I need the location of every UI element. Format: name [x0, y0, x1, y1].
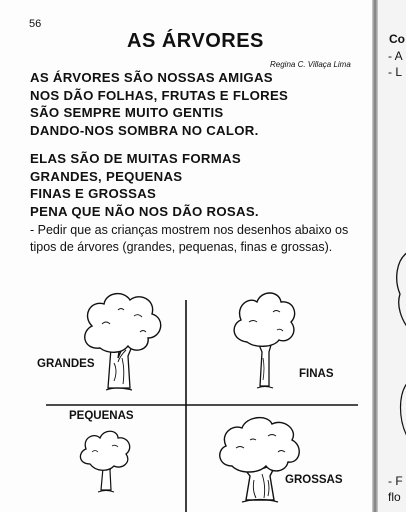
small-tree-drawing [74, 424, 138, 496]
tree-illustration-grid [37, 296, 360, 512]
verse-line: DANDO-NOS SOMBRA NO CALOR. [30, 122, 259, 138]
page-title: AS ÁRVORES [127, 30, 264, 52]
verse-line: NOS DÃO FOLHAS, FRUTAS E FLORES [30, 87, 289, 103]
right-page-text: - A [388, 49, 403, 63]
big-tree-drawing [78, 288, 168, 400]
verse-line: PENA QUE NÃO NOS DÃO ROSAS. [30, 203, 259, 219]
stanza-2 [30, 150, 259, 220]
label-grandes: GRANDES [37, 358, 95, 370]
right-page-drawing-fragment [394, 250, 406, 330]
verse-line: FINAS E GROSSAS [30, 186, 157, 201]
verse-line: GRANDES, PEQUENAS [30, 168, 183, 184]
right-page-text: - L [388, 65, 403, 79]
page-number: 56 [29, 18, 42, 30]
verse-line: ELAS SÃO DE MUITAS FORMAS [30, 151, 241, 166]
thin-tree-drawing [225, 282, 305, 394]
right-page-text: - F [388, 474, 403, 488]
verse-line: SÃO SEMPRE MUITO GENTIS [30, 105, 224, 120]
stanza-1 [30, 69, 288, 139]
teacher-instruction: - Pedir que as crianças mostrem nos desenhos abaixo os tipos de árvores (grandes, pequenas, finas e grossas). [30, 223, 349, 254]
right-page-text: Co [389, 32, 405, 46]
author-credit: Regina C. Villaça Lima [270, 60, 351, 69]
label-finas: FINAS [299, 368, 334, 380]
verse-line: AS ÁRVORES SÃO NOSSAS AMIGAS [30, 70, 273, 85]
right-page-text: flo [388, 490, 401, 504]
label-grossas: GROSSAS [285, 474, 343, 486]
thick-tree-drawing [216, 410, 308, 506]
right-page-drawing-fragment [396, 380, 406, 440]
label-pequenas: PEQUENAS [69, 410, 134, 422]
right-page-edge [378, 0, 406, 512]
